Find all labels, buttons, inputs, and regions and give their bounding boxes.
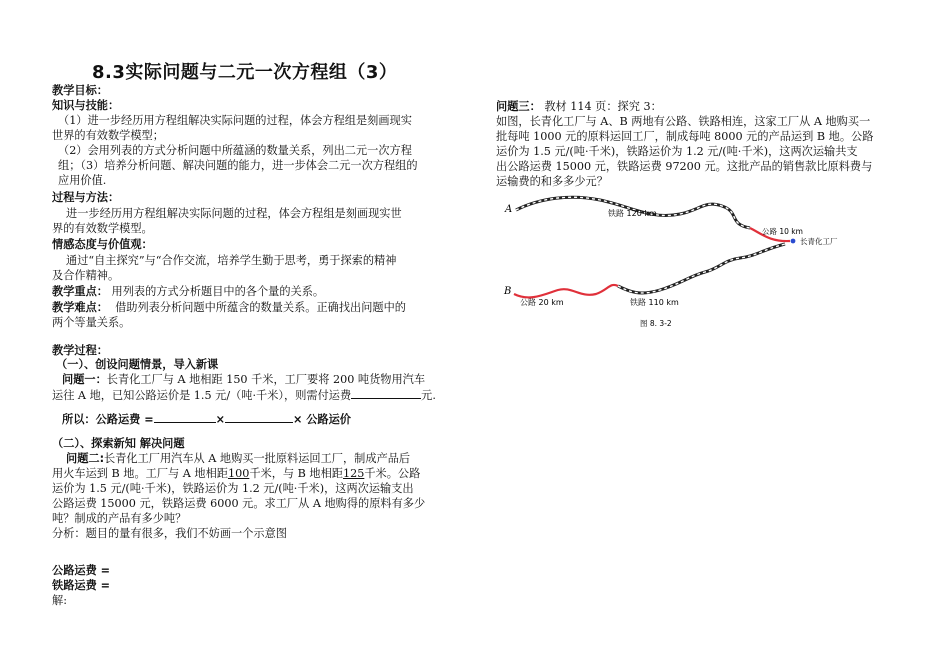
question-2-line-2 bbox=[52, 466, 420, 481]
question-3-line: 批每吨 1000 元的原料运回工厂，制成每吨 8000 元的产品运到 B 地。公路 bbox=[496, 130, 874, 143]
section1-heading: （一）、创设问题情景，导入新课 bbox=[56, 358, 219, 371]
label-b: B bbox=[504, 286, 512, 297]
focus-row bbox=[52, 284, 324, 299]
process-heading: 过程与方法： bbox=[52, 191, 120, 204]
knowledge-line: （1）进一步经历用方程组解决实际问题的过程，体会方程组是刻画现实 bbox=[58, 114, 412, 127]
question-1-unit: 元. bbox=[421, 389, 436, 402]
label-road-top: 公路 10 km bbox=[762, 227, 803, 236]
question-2-text: 千米。公路 bbox=[364, 467, 421, 480]
times-sign: × bbox=[215, 413, 225, 426]
formula-tail: × 公路运价 bbox=[292, 413, 351, 426]
difficulty-text: 借助列表分析问题中所蕴含的数量关系。正确找出问题中的 bbox=[115, 301, 406, 314]
question-2-text: 长青化工厂用汽车从 A 地购买一批原料运回工厂，制成产品后 bbox=[104, 452, 411, 465]
label-a: A bbox=[505, 204, 513, 215]
focus-label: 教学重点： bbox=[52, 285, 108, 298]
page-title: 8.3实际问题与二元一次方程组（3） bbox=[92, 62, 398, 83]
formula-label: 所以：公路运费 = bbox=[62, 413, 154, 426]
question-3-source: 教材 114 页：探究 3： bbox=[544, 100, 662, 113]
knowledge-heading: 知识与技能： bbox=[52, 99, 120, 112]
question-2-line-3: 运价为 1.5 元/(吨·千米)，铁路运价为 1.2 元/(吨·千米)，这两次运输支出 bbox=[52, 482, 414, 495]
attitude-line: 及合作精神。 bbox=[52, 269, 120, 282]
question-1-text-2: 运往 A 地，已知公路运价是 1.5 元/（吨·千米），则需付运费 bbox=[52, 389, 352, 402]
difficulty-label: 教学难点： bbox=[52, 301, 108, 314]
question-2-line-1 bbox=[66, 451, 410, 466]
question-3-line: 运输费的和多多少元？ bbox=[496, 175, 608, 188]
formula-row bbox=[62, 411, 351, 427]
question-1-line-2 bbox=[52, 387, 436, 403]
goals-heading: 教学目标： bbox=[52, 84, 108, 97]
process-line: 界的有效数学模型。 bbox=[52, 222, 153, 235]
question-3-line: 出公路运费 15000 元，铁路运费 97200 元。这批产品的销售款比原料费与 bbox=[496, 160, 873, 173]
procedure-heading: 教学过程： bbox=[52, 344, 108, 357]
attitude-heading: 情感态度与价值观： bbox=[52, 238, 153, 251]
label-rail-bottom: 铁路 110 km bbox=[630, 298, 679, 307]
process-line: 进一步经历用方程组解决实际问题的过程，体会方程组是刻画现实世 bbox=[66, 207, 402, 220]
knowledge-line: （2）会用列表的方式分析问题中所蕴涵的数量关系，列出二元一次方程 bbox=[58, 144, 412, 157]
question-3-heading bbox=[496, 99, 662, 114]
formula-blank-1[interactable] bbox=[154, 411, 216, 423]
question-2-line-5: 吨？制成的产品有多少吨？ bbox=[52, 512, 187, 525]
difficulty-row bbox=[52, 300, 406, 315]
question-2-label: 问题二: bbox=[66, 452, 105, 465]
question-1-line-1 bbox=[62, 372, 425, 387]
question-3-label: 问题三： bbox=[496, 100, 541, 113]
formula-blank-2[interactable] bbox=[225, 411, 293, 423]
question-3-line: 如图，长青化工厂与 A、B 两地有公路、铁路相连，这家工厂从 A 地购买一 bbox=[496, 115, 871, 128]
attitude-line: 通过“自主探究”与“合作交流，培养学生勤于思考，勇于探索的精神 bbox=[66, 254, 397, 267]
route-diagram bbox=[500, 190, 838, 340]
railway-bottom bbox=[618, 244, 785, 293]
distance-a: 100 bbox=[227, 467, 250, 480]
knowledge-line: 世界的有效数学模型； bbox=[52, 129, 164, 142]
difficulty-text-2: 两个等量关系。 bbox=[52, 316, 131, 329]
question-1-text: 长青化工厂与 A 地相距 150 千米，工厂要将 200 吨货物用汽车 bbox=[106, 373, 426, 386]
question-2-text: 千米，与 B 地相距 bbox=[249, 467, 343, 480]
question-3-line: 运价为 1.5 元/(吨·千米)，铁路运价为 1.2 元/(吨·千米)，这两次运输共支 bbox=[496, 145, 858, 158]
figure-caption: 图 8. 3-2 bbox=[640, 319, 672, 328]
knowledge-line: 组；（3）培养分析问题、解决问题的能力，进一步体会二元一次方程组的 bbox=[58, 159, 418, 172]
factory-marker bbox=[791, 239, 796, 244]
label-road-bottom: 公路 20 km bbox=[520, 298, 564, 307]
focus-text: 用列表的方式分析题目中的各个量的关系。 bbox=[111, 285, 325, 298]
question-1-label: 问题一： bbox=[62, 373, 107, 386]
label-rail-top: 铁路 120 km bbox=[608, 209, 657, 218]
distance-b: 125 bbox=[342, 467, 365, 480]
question-2-line-4: 公路运费 15000 元，铁路运费 6000 元。求工厂从 A 地购得的原料有多少 bbox=[52, 497, 426, 510]
answer-blank[interactable] bbox=[351, 387, 421, 399]
knowledge-line: 应用价值. bbox=[58, 174, 107, 187]
rail-fee-line: 铁路运费 = bbox=[52, 579, 111, 592]
road-fee-line: 公路运费 = bbox=[52, 564, 111, 577]
analysis-line: 分析：题目的量有很多，我们不妨画一个示意图 bbox=[52, 527, 287, 540]
section2-heading: （二）、探索新知 解决问题 bbox=[52, 437, 185, 450]
label-factory: 长青化工厂 bbox=[800, 237, 838, 246]
question-2-text: 用火车运到 B 地。工厂与 A 地相距 bbox=[52, 467, 228, 480]
road-bottom bbox=[514, 285, 618, 298]
solve-line: 解: bbox=[52, 594, 67, 607]
